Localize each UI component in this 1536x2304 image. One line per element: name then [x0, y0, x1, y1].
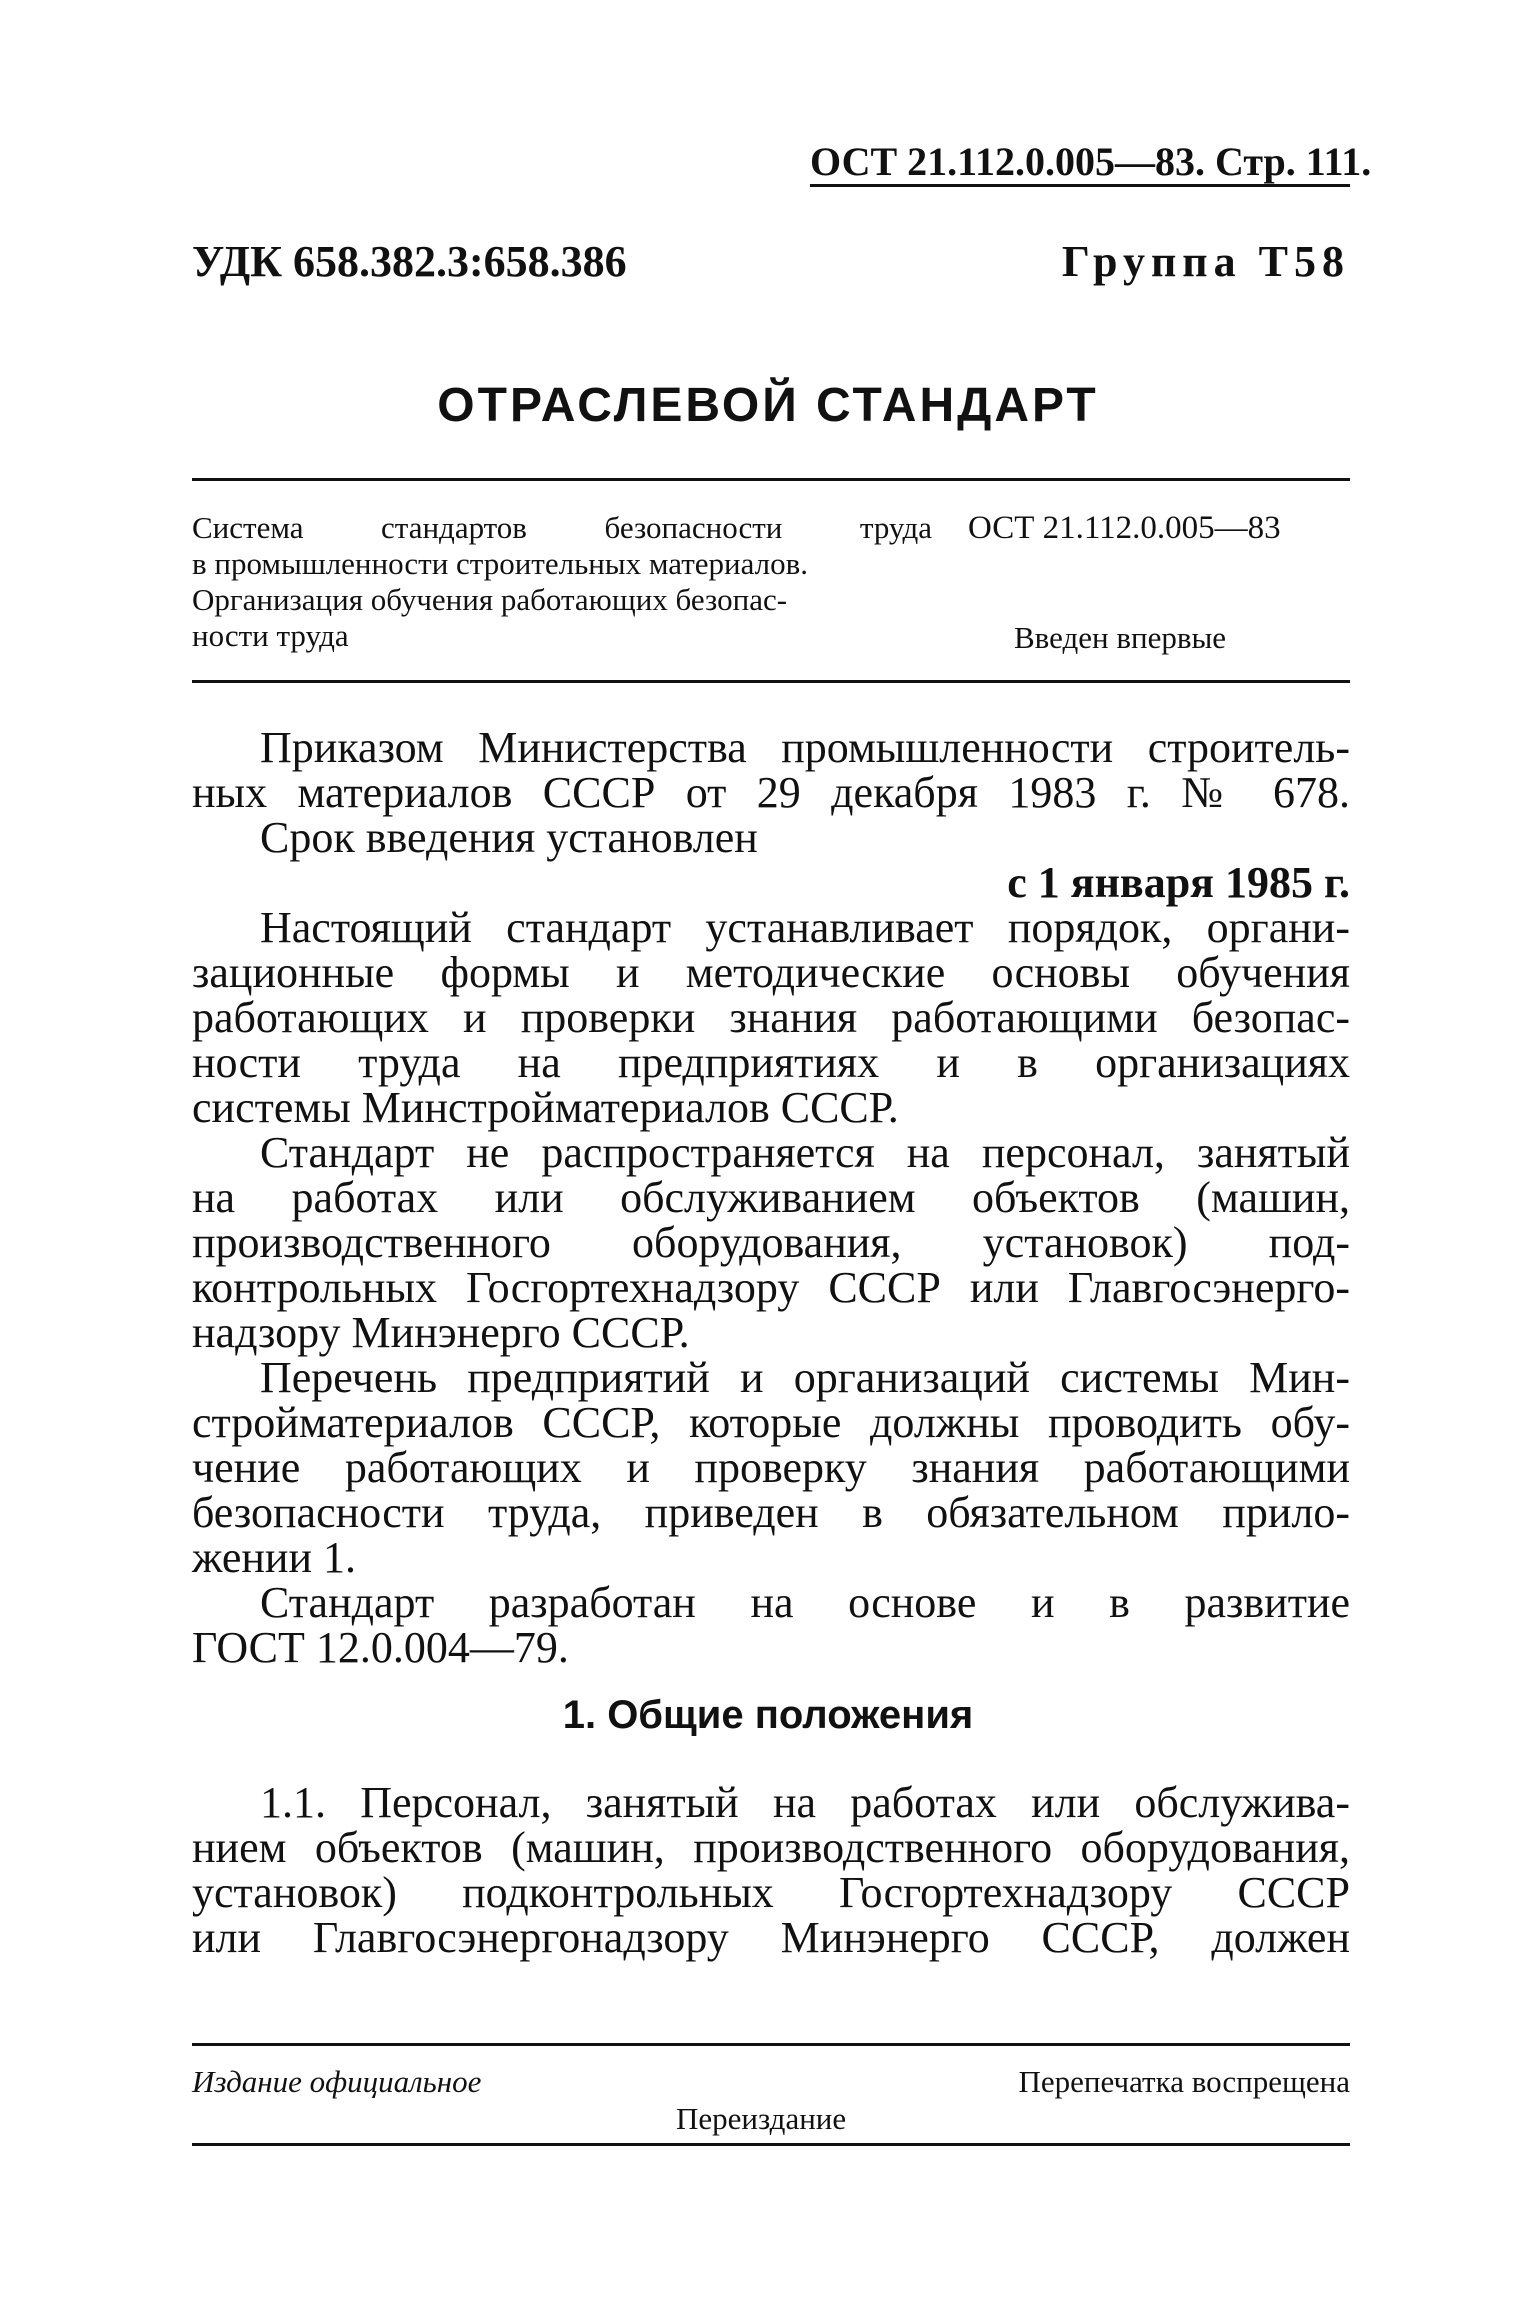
divider-top: [192, 478, 1350, 481]
official-edition-note: Издание официальное: [192, 2064, 482, 2099]
term-date: с 1 января 1985 г.: [1007, 858, 1350, 907]
paragraph-line: Стандарт не распространяется на персонал, занятый: [260, 1128, 1350, 1177]
paragraph-line: нием объектов (машин, производственного оборудования,: [192, 1823, 1350, 1872]
reprint-prohibited-note: Перепечатка воспрещена: [1018, 2064, 1350, 2099]
paragraph-line: производственного оборудования, установок) под-: [192, 1218, 1350, 1267]
order-line: ных материалов СССР от 29 декабря 1983 г. № 678.: [192, 768, 1350, 817]
paragraph-line: стройматериалов СССР, которые должны проводить обу-: [192, 1398, 1350, 1447]
paragraph-line: чение работающих и проверку знания работающими: [192, 1443, 1350, 1492]
divider-footer-bottom: [192, 2143, 1350, 2146]
paragraph-line: установок) подконтрольных Госгортехнадзору СССР: [192, 1868, 1350, 1917]
exclusion-paragraph: [192, 1130, 1350, 1355]
paragraph-line: или Главгосэнергонадзору Минэнерго СССР, должен: [192, 1913, 1350, 1962]
paragraph-line: Настоящий стандарт устанавливает порядок, органи-: [260, 903, 1350, 952]
paragraph-line: безопасности труда, приведен в обязательном прило-: [192, 1488, 1350, 1537]
order-line: Приказом Министерства промышленности строитель-: [260, 723, 1350, 772]
page-reference: ОСТ 21.112.0.005—83. Стр. 111.: [810, 139, 1372, 184]
paragraph-line: Перечень предприятий и организаций системы Мин-: [260, 1353, 1350, 1402]
standard-description: [192, 510, 932, 654]
paragraph-line: системы Минстройматериалов СССР.: [192, 1083, 899, 1132]
description-line: в промышленности строительных материалов.: [192, 546, 809, 581]
section-heading: 1. Общие положения: [562, 1693, 974, 1737]
description-line: Система стандартов безопасности труда: [192, 510, 932, 545]
description-line: Организация обучения работающих безопас-: [192, 582, 788, 617]
introduced-note: Введен впервые: [1014, 620, 1227, 655]
divider-meta: [192, 680, 1350, 683]
order-paragraph: [192, 725, 1350, 860]
reference-underline: [810, 184, 1350, 187]
paragraph-line: ГОСТ 12.0.004—79.: [192, 1623, 569, 1672]
paragraph-line: на работах или обслуживанием объектов (машин,: [192, 1173, 1350, 1222]
basis-paragraph: [192, 1580, 1350, 1670]
description-line: ности труда: [192, 618, 349, 653]
enterprises-paragraph: [192, 1355, 1350, 1580]
group-code: Группа Т58: [1061, 237, 1350, 286]
paragraph-line: 1.1. Персонал, занятый на работах или обслужива-: [260, 1778, 1350, 1827]
udk-code: УДК 658.382.3:658.386: [192, 237, 627, 286]
reissue-note: Переиздание: [676, 2101, 847, 2136]
paragraph-line: надзору Минэнерго СССР.: [192, 1308, 690, 1357]
clause-1-1: [192, 1780, 1350, 1960]
paragraph-line: зационные формы и методические основы обучения: [192, 948, 1350, 997]
paragraph-line: контрольных Госгортехнадзору СССР или Главгосэнерго-: [192, 1263, 1350, 1312]
document-title: ОТРАСЛЕВОЙ СТАНДАРТ: [437, 379, 1099, 432]
standard-code: ОСТ 21.112.0.005—83: [968, 510, 1281, 546]
divider-footer-top: [192, 2043, 1350, 2046]
scope-paragraph: [192, 905, 1350, 1130]
paragraph-line: работающих и проверки знания работающими безопас-: [192, 993, 1350, 1042]
paragraph-line: ности труда на предприятиях и в организациях: [192, 1038, 1350, 1087]
paragraph-line: жении 1.: [192, 1533, 356, 1582]
term-label: Срок введения установлен: [260, 813, 758, 862]
paragraph-line: Стандарт разработан на основе и в развитие: [260, 1578, 1350, 1627]
